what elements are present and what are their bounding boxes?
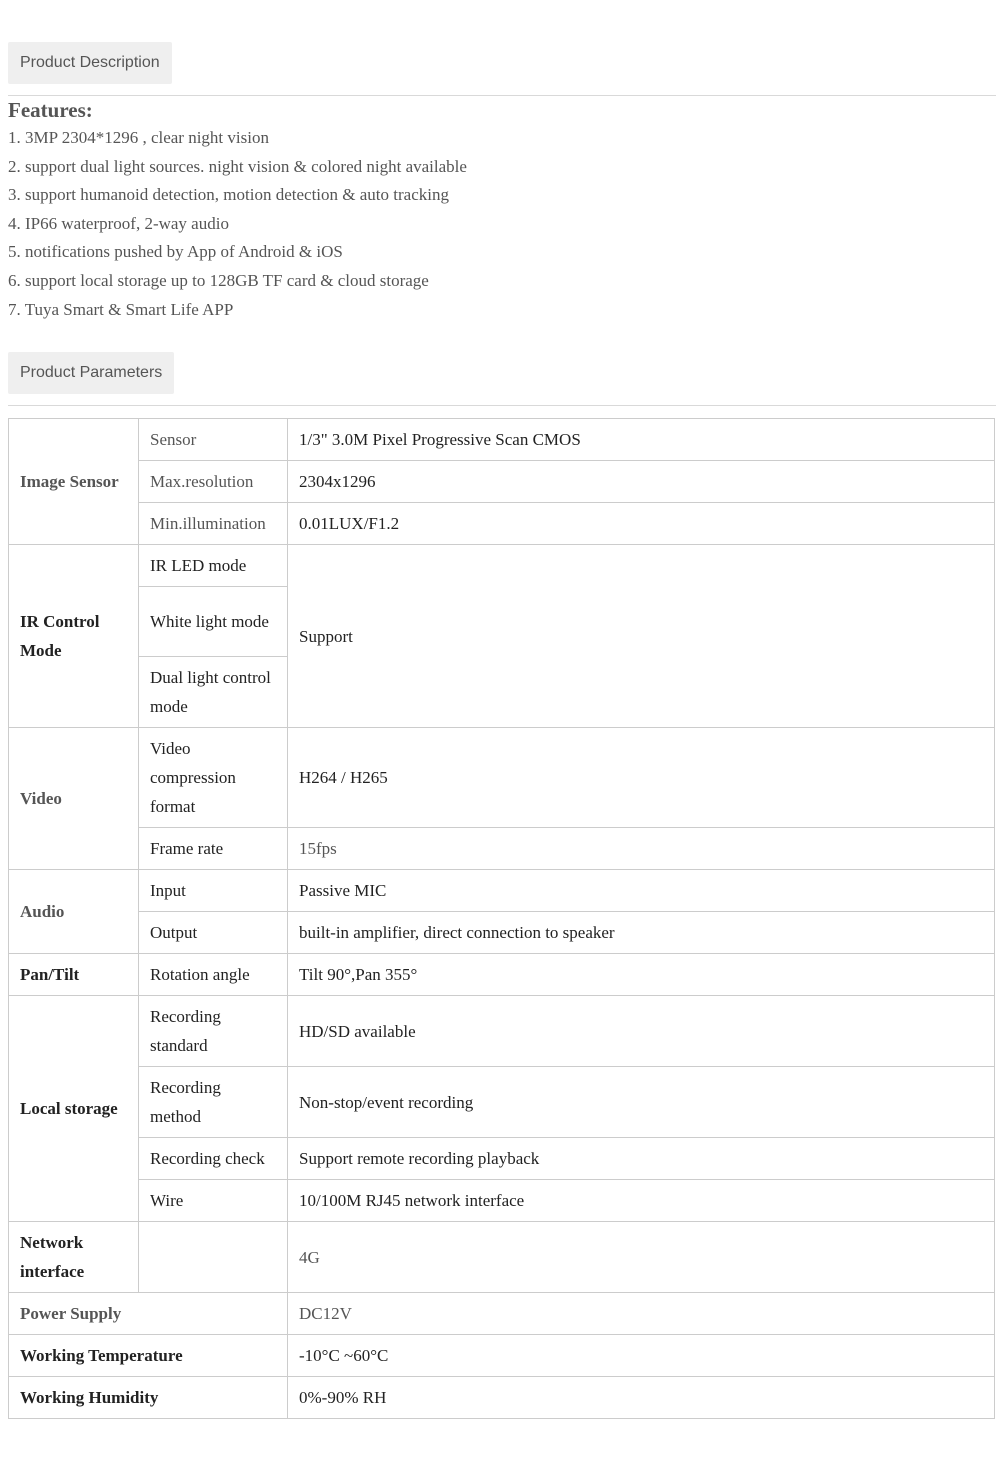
group-label: Network interface (9, 1222, 139, 1293)
parameters-table (8, 418, 995, 1419)
table-row (9, 870, 995, 912)
table-row (9, 1138, 995, 1180)
param-label: Sensor (139, 419, 288, 461)
param-value: Support (288, 545, 995, 728)
param-value: 0.01LUX/F1.2 (288, 503, 995, 545)
param-label: White light mode (139, 587, 288, 657)
group-label: Audio (9, 870, 139, 954)
table-row (9, 1335, 995, 1377)
table-row (9, 419, 995, 461)
param-label: Input (139, 870, 288, 912)
table-row (9, 1180, 995, 1222)
table-row (9, 728, 995, 828)
param-label: Recording check (139, 1138, 288, 1180)
param-value: DC12V (288, 1293, 995, 1335)
param-value: 4G (288, 1222, 995, 1293)
param-value: Support remote recording playback (288, 1138, 995, 1180)
features-section (8, 96, 988, 324)
table-row (9, 996, 995, 1067)
table-row (9, 1293, 995, 1335)
tab-product-description[interactable]: Product Description (8, 42, 172, 84)
table-row (9, 503, 995, 545)
param-value: built-in amplifier, direct connection to speaker (288, 912, 995, 954)
param-value: 1/3" 3.0M Pixel Progressive Scan CMOS (288, 419, 995, 461)
param-label: Recording standard (139, 996, 288, 1067)
feature-item: 3. support humanoid detection, motion detection & auto tracking (8, 185, 449, 205)
group-label: Video (9, 728, 139, 870)
param-value: H264 / H265 (288, 728, 995, 828)
param-label: Rotation angle (139, 954, 288, 996)
features-title: Features: (8, 98, 93, 122)
table-row (9, 461, 995, 503)
feature-item: 7. Tuya Smart & Smart Life APP (8, 299, 234, 319)
group-label: Working Humidity (9, 1377, 288, 1419)
table-row (9, 1067, 995, 1138)
param-label-empty (139, 1222, 288, 1293)
feature-item: 6. support local storage up to 128GB TF card & cloud storage (8, 270, 429, 290)
group-label: Local storage (9, 996, 139, 1222)
param-label: IR LED mode (139, 545, 288, 587)
param-label: Output (139, 912, 288, 954)
param-value: Non-stop/event recording (288, 1067, 995, 1138)
features-list (8, 124, 988, 324)
table-row (9, 1222, 995, 1293)
table-row (9, 828, 995, 870)
param-value: -10°C ~60°C (288, 1335, 995, 1377)
feature-item: 1. 3MP 2304*1296 , clear night vision (8, 128, 269, 147)
param-label: Max.resolution (139, 461, 288, 503)
table-row (9, 954, 995, 996)
param-value: HD/SD available (288, 996, 995, 1067)
table-row (9, 912, 995, 954)
param-value: 15fps (288, 828, 995, 870)
divider (8, 405, 996, 406)
tab-product-parameters[interactable]: Product Parameters (8, 352, 174, 394)
group-label: Working Temperature (9, 1335, 288, 1377)
feature-item: 2. support dual light sources. night vision & colored night available (8, 156, 467, 176)
feature-item: 5. notifications pushed by App of Android & iOS (8, 242, 343, 262)
param-value: Passive MIC (288, 870, 995, 912)
table-row (9, 1377, 995, 1419)
feature-item: 4. IP66 waterproof, 2-way audio (8, 213, 229, 233)
param-label: Recording method (139, 1067, 288, 1138)
group-label: IR Control Mode (9, 545, 139, 728)
param-label: Wire (139, 1180, 288, 1222)
param-label: Frame rate (139, 828, 288, 870)
param-value: 0%-90% RH (288, 1377, 995, 1419)
param-value: 2304x1296 (288, 461, 995, 503)
param-value: Tilt 90°,Pan 355° (288, 954, 995, 996)
table-row (9, 545, 995, 587)
param-label: Video compression format (139, 728, 288, 828)
group-label: Power Supply (9, 1293, 288, 1335)
group-label: Image Sensor (9, 419, 139, 545)
param-label: Dual light control mode (139, 657, 288, 728)
group-label: Pan/Tilt (9, 954, 139, 996)
param-value: 10/100M RJ45 network interface (288, 1180, 995, 1222)
param-label: Min.illumination (139, 503, 288, 545)
